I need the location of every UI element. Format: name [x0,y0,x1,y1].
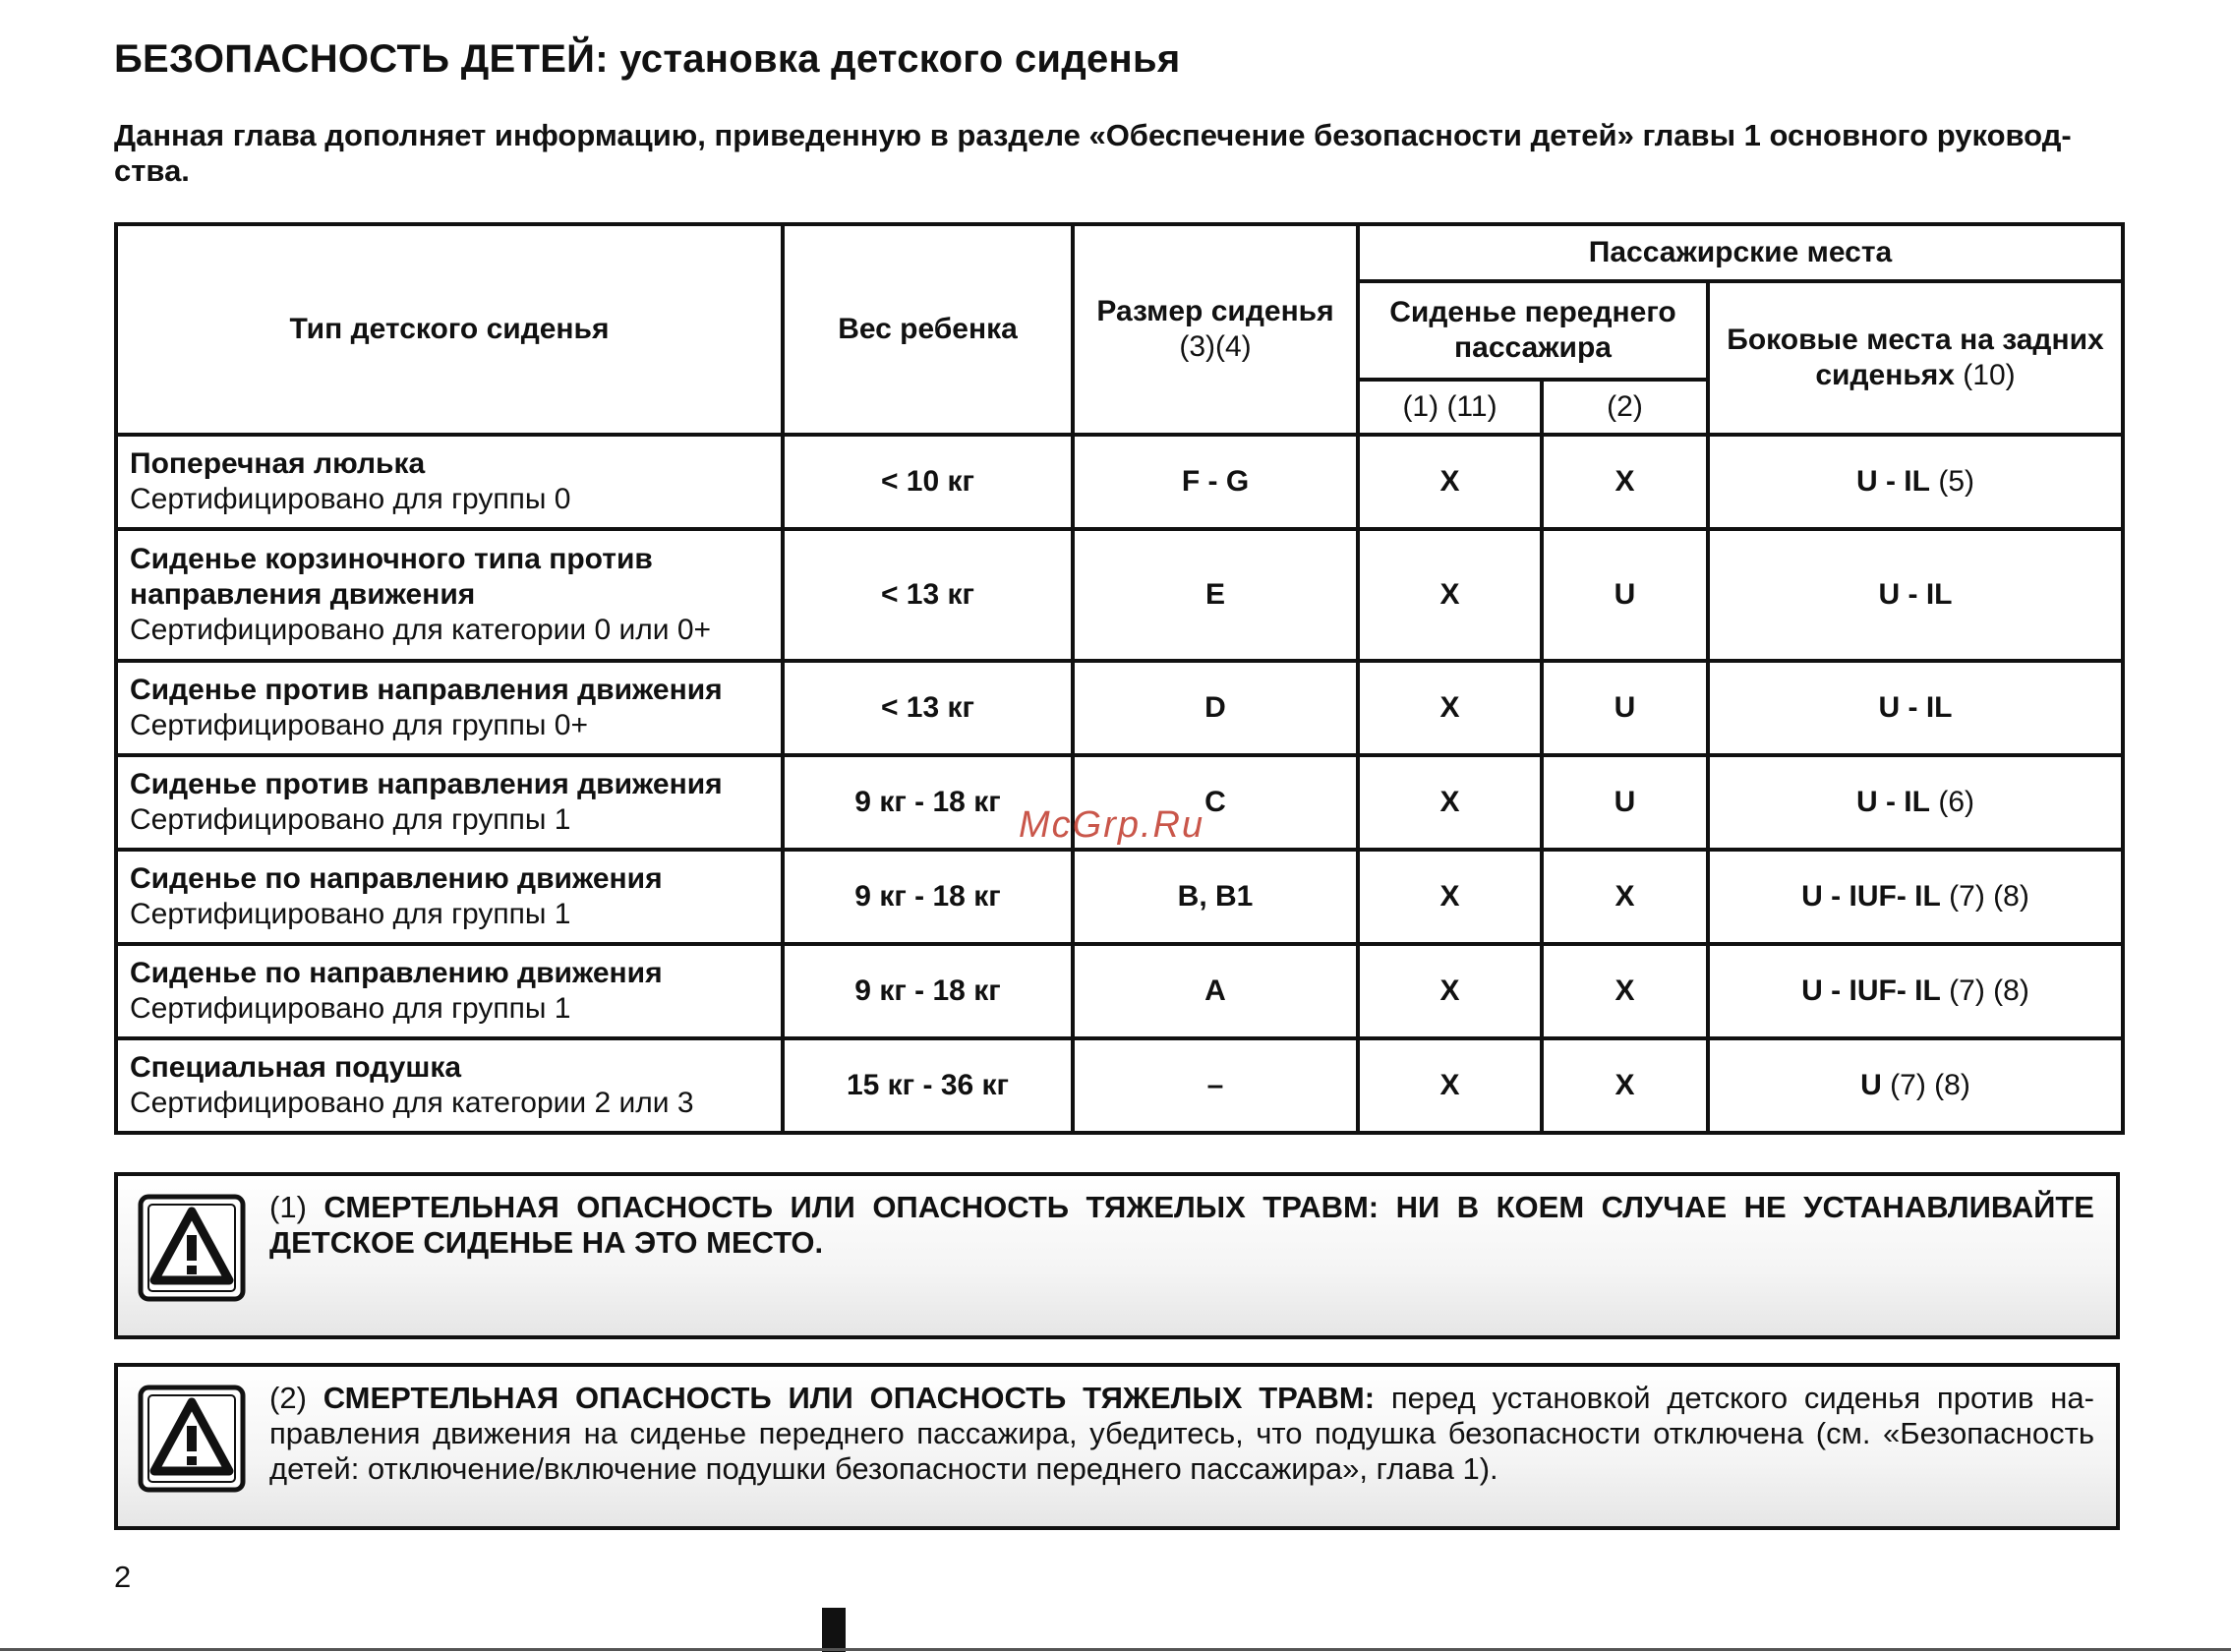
cell-weight: < 13 кг [783,661,1073,755]
seat-type-cert: Сертифицировано для категории 2 или 3 [130,1087,694,1119]
header-front-seat: Сиденье переднего пассажира [1358,281,1708,380]
cell-front-2: X [1542,435,1708,529]
cell-size: B, B1 [1073,850,1358,944]
cell-rear-side [1708,661,2123,755]
seat-type-cert: Сертифицировано для группы 1 [130,898,571,930]
warning-box-2 [114,1363,2120,1530]
cell-rear-side [1708,850,2123,944]
warning-text-1 [269,1190,2094,1261]
header-front-col1: (1) (11) [1358,380,1542,435]
seat-type-name: Сиденье по направлению движения [130,957,663,989]
cell-rear-side [1708,1038,2123,1133]
cell-front-1: X [1358,944,1542,1038]
cell-seat-type [116,1038,783,1133]
table-row [116,661,2123,755]
table-row [116,1038,2123,1133]
cell-weight: < 13 кг [783,529,1073,661]
table-row [116,435,2123,529]
header-child-weight: Вес ребенка [783,224,1073,435]
cell-rear-value: U - IL [1855,465,1930,498]
header-seat-size-label: Размер сиденья [1096,295,1334,327]
cell-seat-type [116,529,783,661]
cell-rear-note: (7) (8) [1890,1069,1970,1101]
cell-front-1: X [1358,435,1542,529]
watermark: McGrp.Ru [1019,804,1205,846]
cell-front-1: X [1358,1038,1542,1133]
cell-rear-side [1708,944,2123,1038]
page-title: БЕЗОПАСНОСТЬ ДЕТЕЙ: установка детского сиденья [114,37,1181,81]
seat-type-name: Сиденье корзиночного типа против направления движения [130,543,653,611]
seat-type-cert: Сертифицировано для группы 1 [130,992,571,1025]
warning-bold-1: СМЕРТЕЛЬНАЯ ОПАСНОСТЬ ИЛИ ОПАСНОСТЬ ТЯЖЕЛЫХ ТРАВМ: НИ В КОЕМ СЛУЧАЕ НЕ УСТАНАВЛИВАЙТЕ ДЕТСКОЕ СИДЕНЬЕ НА ЭТО МЕСТО. [269,1190,2094,1260]
seat-type-name: Специальная подушка [130,1051,462,1084]
cell-rear-note: (6) [1938,786,1974,818]
cell-weight: < 10 кг [783,435,1073,529]
header-rear-side [1708,281,2123,435]
cell-front-2: X [1542,1038,1708,1133]
cell-size: A [1073,944,1358,1038]
warning-num-2: (2) [269,1381,307,1415]
cell-size: – [1073,1038,1358,1133]
seat-type-cert: Сертифицировано для группы 0 [130,483,571,515]
cell-seat-type [116,435,783,529]
warning-num-1: (1) [269,1190,307,1224]
cell-rear-value: U - IUF- IL [1801,974,1941,1007]
cell-size: E [1073,529,1358,661]
cell-seat-type [116,755,783,850]
cell-front-1: X [1358,755,1542,850]
cell-seat-type [116,944,783,1038]
cell-rear-value: U - IL [1878,691,1953,724]
cell-seat-type [116,850,783,944]
table-row [116,850,2123,944]
seat-type-cert: Сертифицировано для группы 0+ [130,709,588,741]
cell-seat-type [116,661,783,755]
seat-type-name: Сиденье по направлению движения [130,862,663,895]
cell-rear-side [1708,755,2123,850]
warning-text-2 [269,1381,2094,1487]
cell-weight: 9 кг - 18 кг [783,944,1073,1038]
header-seat-size [1073,224,1358,435]
cell-front-2: U [1542,529,1708,661]
cell-weight: 15 кг - 36 кг [783,1038,1073,1133]
table-row [116,944,2123,1038]
cell-rear-value: U - IUF- IL [1801,880,1941,913]
cell-front-2: U [1542,661,1708,755]
child-seat-table [114,222,2125,1135]
cell-size: D [1073,661,1358,755]
cell-front-2: X [1542,850,1708,944]
intro-paragraph: Данная глава дополняет информацию, приведенную в разделе «Обеспечение безопасности детей» главы 1 основного руковод-ства. [114,118,2072,188]
cell-weight: 9 кг - 18 кг [783,850,1073,944]
cell-rear-note: (7) (8) [1949,880,2029,913]
cell-front-1: X [1358,661,1542,755]
seat-type-cert: Сертифицировано для группы 1 [130,803,571,836]
bottom-rule [0,1648,2231,1651]
header-passenger-seats: Пассажирские места [1358,224,2123,281]
cell-front-1: X [1358,850,1542,944]
cell-rear-value: U - IL [1855,786,1930,818]
warning-body-2: перед установкой детского сиденья против на-правления движения на сиденье переднего пассажира, убедитесь, что подушка безопасности отключена (см. «Безопасность детей: отключение/включение подушки безопасности переднего пассажира», глава 1). [269,1381,2094,1486]
seat-type-name: Сиденье против направления движения [130,768,723,800]
cell-rear-side [1708,529,2123,661]
header-rear-side-note: (10) [1963,359,2016,391]
header-seat-type: Тип детского сиденья [116,224,783,435]
page-edge-mark [822,1608,846,1652]
cell-size: C [1073,755,1358,850]
header-rear-side-label: Боковые места на задних сиденьях [1727,324,2104,391]
table-row [116,529,2123,661]
cell-size: F - G [1073,435,1358,529]
cell-rear-value: U - IL [1878,578,1953,611]
warning-triangle-icon [138,1194,246,1302]
seat-type-name: Поперечная люлька [130,447,426,480]
seat-type-name: Сиденье против направления движения [130,674,723,706]
warning-bold-2: СМЕРТЕЛЬНАЯ ОПАСНОСТЬ ИЛИ ОПАСНОСТЬ ТЯЖЕЛЫХ ТРАВМ: [323,1381,1376,1415]
header-front-col2: (2) [1542,380,1708,435]
warning-box-1 [114,1172,2120,1339]
cell-rear-side [1708,435,2123,529]
cell-rear-note: (5) [1938,465,1974,498]
cell-front-2: X [1542,944,1708,1038]
header-seat-size-note: (3)(4) [1179,330,1252,363]
cell-weight: 9 кг - 18 кг [783,755,1073,850]
cell-rear-note: (7) (8) [1949,974,2029,1007]
seat-type-cert: Сертифицировано для категории 0 или 0+ [130,614,712,646]
cell-front-1: X [1358,529,1542,661]
cell-rear-value: U [1860,1069,1882,1101]
page-number: 2 [114,1560,132,1594]
warning-triangle-icon [138,1385,246,1493]
cell-front-2: U [1542,755,1708,850]
